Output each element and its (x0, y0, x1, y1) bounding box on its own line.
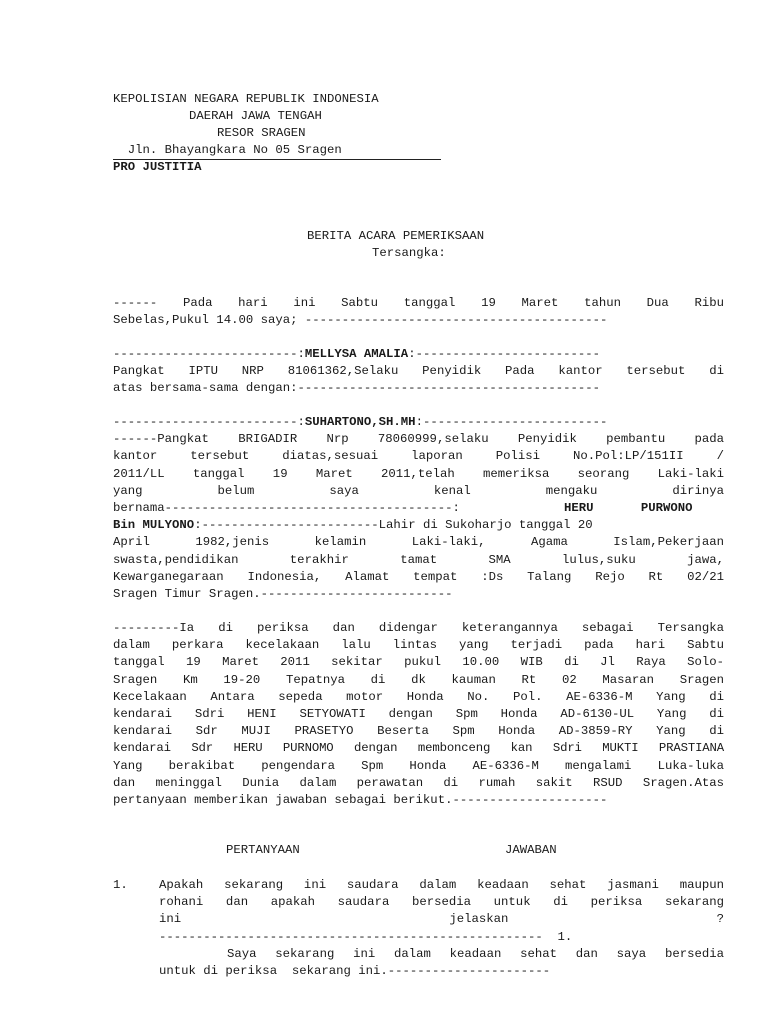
assistant-name: SUHARTONO,SH.MH (304, 415, 416, 429)
opening-line-1: ------ Pada hari ini Sabtu tanggal 19 Maret tahun Dua Ribu (113, 296, 724, 310)
answer-line-2: untuk di periksa sekarang ini.---------------------- (159, 964, 551, 979)
case-line-4: Sragen Km 19-20 Tepatnya di dk kauman Rt 02 Masaran Sragen (113, 672, 724, 687)
suspect-name-text: HERU PURWONO (564, 501, 693, 516)
suspect-name (564, 500, 724, 517)
document-subtitle: Tersangka: (372, 246, 446, 260)
question-line-4: ---------------------------------------------------- 1. (159, 929, 573, 944)
case-line-11: pertanyaan memberikan jawaban sebagai berikut.--------------------- (113, 793, 608, 808)
investigator-line-3: atas bersama-sama dengan:----------------------------------------- (113, 381, 601, 396)
header-address: Jln. Bhayangkara No 05 Sragen (113, 142, 441, 160)
dash-left: -------------------------: (113, 347, 305, 361)
case-line-1: ---------Ia di periksa dan didengar keterangannya sebagai Tersangka (113, 621, 724, 635)
question-line-2: rohani dan apakah saudara bersedia untuk di periksa sekarang (159, 895, 724, 910)
case-line-2: dalam perkara kecelakaan lalu lintas yang terjadi pada hari Sabtu (113, 638, 724, 653)
question-block (159, 877, 724, 980)
investigator-name: MELLYSA AMALIA (304, 347, 409, 361)
paragraph-investigator (113, 346, 724, 398)
header-institution: KEPOLISIAN NEGARA REPUBLIK INDONESIA (113, 92, 379, 106)
header-resor: RESOR SRAGEN (217, 126, 306, 140)
paragraph-opening (113, 295, 724, 329)
dash-right: :------------------------- (415, 415, 608, 429)
assistant-line-9: swasta,pendidikan terakhir tamat SMA lulus,suku jawa, (113, 552, 724, 567)
assistant-line-5: yang belum saya kenal mengaku dirinya (113, 483, 724, 498)
assistant-line-2: ------Pangkat BRIGADIR Nrp 78060999,selaku Penyidik pembantu pada (113, 432, 724, 447)
investigator-line-2: Pangkat IPTU NRP 81061362,Selaku Penyidik Pada kantor tersebut di (113, 364, 724, 379)
dash-left: -------------------------: (113, 415, 305, 429)
case-line-3: tanggal 19 Maret 2011 sekitar pukul 10.00 WIB di Jl Raya Solo- (113, 655, 724, 670)
header-region: DAERAH JAWA TENGAH (189, 109, 322, 123)
assistant-line-4: 2011/LL tanggal 19 Maret 2011,telah memeriksa seorang Laki-laki (113, 466, 724, 481)
assistant-line-11: Sragen Timur Sragen.-------------------------- (113, 587, 453, 602)
question-number: 1. (113, 878, 128, 892)
assistant-line-10: Kewarganegaraan Indonesia, Alamat tempat :Ds Talang Rejo Rt 02/21 (113, 569, 724, 584)
question-mark: ? (716, 912, 724, 927)
answer-line-1: Saya sekarang ini dalam keadaan sehat dan saya bersedia (227, 946, 724, 961)
bernama-dashes: bernama---------------------------------------: (113, 501, 460, 516)
opening-line-2: Sebelas,Pukul 14.00 saya; ----------------------------------------- (113, 313, 608, 328)
case-line-7: kendarai Sdr MUJI PRASETYO Beserta Spm Honda AD-3859-RY Yang di (113, 724, 724, 739)
case-line-6: kendarai Sdri HENI SETYOWATI dengan Spm Honda AD-6130-UL Yang di (113, 707, 724, 722)
dash-right: :------------------------- (408, 347, 601, 361)
assistant-line-3: kantor tersebut diatas,sesuai laporan Polisi No.Pol:LP/151II / (113, 449, 724, 464)
paragraph-assistant (113, 414, 724, 603)
suspect-patronym: Bin MULYONO (113, 518, 195, 533)
case-line-8: kendarai Sdr HERU PURNOMO dengan membonceng kan Sdri MUKTI PRASTIANA (113, 741, 724, 756)
case-line-5: Kecelakaan Antara sepeda motor Honda No. Pol. AE-6336-M Yang di (113, 689, 724, 704)
case-line-9: Yang berakibat pengendara Spm Honda AE-6336-M mengalami Luka-luka (113, 758, 724, 773)
question-word-ini: ini (159, 912, 182, 927)
question-line-1: Apakah sekarang ini saudara dalam keadaan sehat jasmani maupun (159, 878, 724, 892)
document-title: BERITA ACARA PEMERIKSAAN (307, 229, 485, 243)
paragraph-case (113, 620, 724, 809)
question-word-jelaskan: jelaskan (449, 912, 509, 927)
column-heading-answers: JAWABAN (505, 843, 557, 857)
birth-info: :------------------------Lahir di Sukoharjo tanggal 20 (194, 518, 593, 533)
case-line-10: dan meninggal Dunia dalam perawatan di rumah sakit RSUD Sragen.Atas (113, 775, 724, 790)
assistant-line-8: April 1982,jenis kelamin Laki-laki, Agama Islam,Pekerjaan (113, 535, 724, 550)
pro-justitia: PRO JUSTITIA (113, 160, 202, 174)
column-heading-questions: PERTANYAAN (226, 843, 300, 857)
